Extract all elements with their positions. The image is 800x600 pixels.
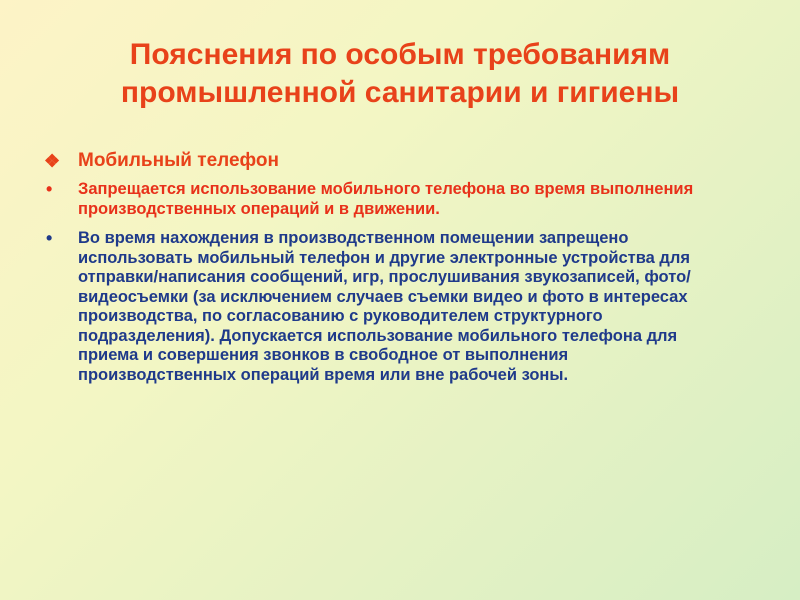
diamond-bullet-icon: ❖ — [44, 151, 61, 171]
title-line-2: промышленной санитарии и гигиены — [120, 76, 680, 109]
bullet-text: Во время нахождения в производственном помещении запрещено использовать мобильный телефон и другие электронные устройства для отправки/написания сообщений, игр, прослушивания звукозаписей, фото/видеосъемки (за исключением случаев съемки видео и фото в интересах производства, по согласованию с руководителем структурного подразделения). Допускается использование мобильного телефона для приема и совершения звонков в свободное от выполнения производственных операций время или вне рабочей зоны. — [78, 229, 691, 384]
title-line-1: Пояснения по особым требованиям — [129, 38, 671, 71]
bullet-list — [40, 148, 730, 385]
bullet-text: Запрещается использование мобильного телефона во время выполнения производственных операций и в движении. — [78, 180, 694, 218]
bullet-item-prohibition — [40, 180, 730, 219]
bullet-item-mobile-phone — [40, 148, 730, 174]
slide-title — [40, 36, 760, 112]
bullet-item-rules — [40, 229, 730, 385]
bullet-text: Мобильный телефон — [78, 150, 279, 171]
dot-bullet-icon: • — [46, 179, 53, 199]
dot-bullet-icon: • — [46, 228, 53, 248]
